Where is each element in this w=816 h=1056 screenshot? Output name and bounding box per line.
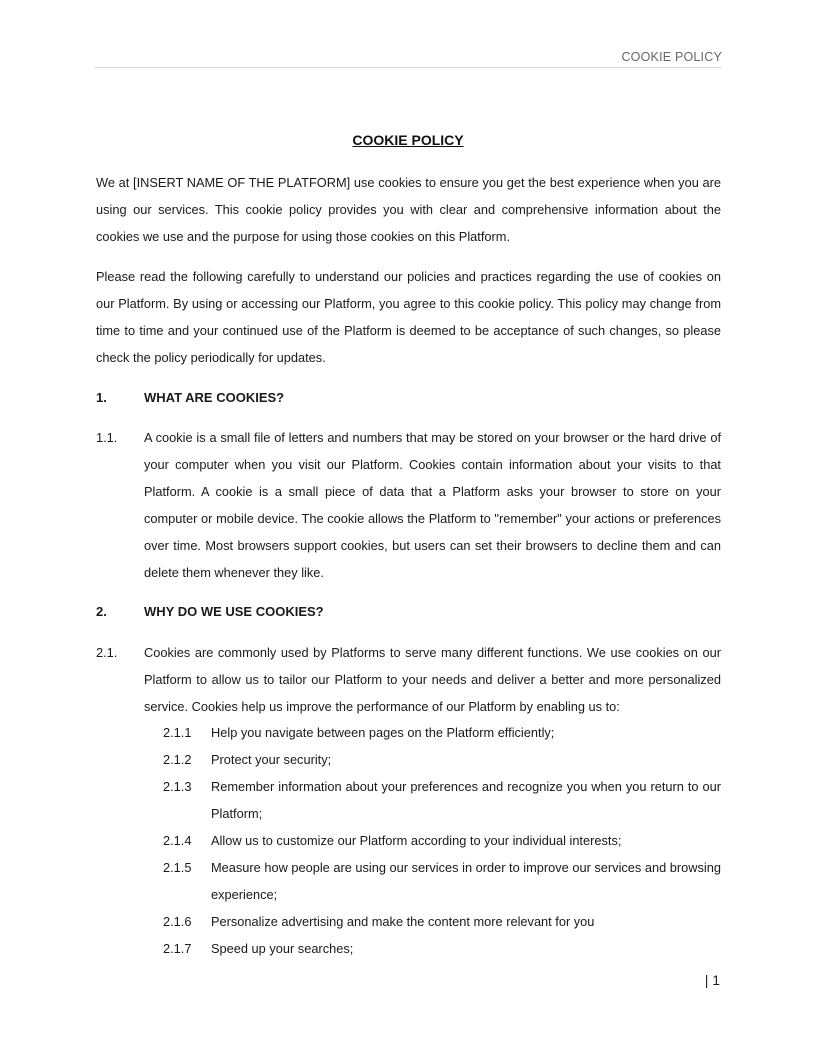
list-item: [163, 854, 721, 908]
list-item-text: Help you navigate between pages on the Platform efficiently;: [211, 725, 555, 740]
list-item: [163, 827, 721, 854]
section-number: 2.: [96, 604, 107, 619]
list-item-number: 2.1.4: [163, 833, 192, 848]
list-item-text: Speed up your searches;: [211, 941, 354, 956]
clause-number: 1.1.: [96, 430, 118, 445]
list-item-text: Measure how people are using our services in order to improve our services and browsing experience;: [211, 860, 721, 902]
list-item-number: 2.1.7: [163, 941, 192, 956]
clause-text: A cookie is a small file of letters and numbers that may be stored on your browser or the hard drive of your computer when you visit our Platform. Cookies contain information about your visits to that Platform. A cookie is a small piece of data that a Platform asks your browser to store on your computer or mobile device. The cookie allows the Platform to "remember" your actions or preferences over time. Most browsers support cookies, but users can set their browsers to decline them and can delete them whenever they like.: [144, 430, 721, 580]
list-item-text: Protect your security;: [211, 752, 332, 767]
list-item: [163, 746, 721, 773]
list-item: [163, 908, 721, 935]
page-number: | 1: [704, 972, 720, 988]
page-header: [94, 48, 722, 68]
clause-1-1: [96, 424, 721, 586]
list-item-text: Personalize advertising and make the content more relevant for you: [211, 914, 595, 929]
document-title: COOKIE POLICY: [352, 132, 464, 148]
clause-number: 2.1.: [96, 645, 118, 660]
list-item-number: 2.1.5: [163, 860, 192, 875]
list-item-number: 2.1.1: [163, 725, 192, 740]
cookie-purposes-list: [163, 719, 721, 962]
section-title: WHAT ARE COOKIES?: [144, 390, 285, 405]
section-number: 1.: [96, 390, 107, 405]
clause-2-1: [96, 639, 721, 720]
list-item-text: Allow us to customize our Platform according to your individual interests;: [211, 833, 622, 848]
list-item-number: 2.1.3: [163, 779, 192, 794]
section-title: WHY DO WE USE COOKIES?: [144, 604, 324, 619]
intro-paragraph-2: Please read the following carefully to understand our policies and practices regarding the use of cookies on our Platform. By using or accessing our Platform, you agree to this cookie policy. This policy may change from time to time and your continued use of the Platform is deemed to be acceptance of such changes, so please check the policy periodically for updates.: [96, 269, 721, 365]
header-title: COOKIE POLICY: [621, 50, 722, 64]
clause-text: Cookies are commonly used by Platforms to serve many different functions. We use cookies on our Platform to allow us to tailor our Platform to your needs and deliver a better and more personalized service. Cookies help us improve the performance of our Platform by enabling us to:: [144, 645, 721, 714]
list-item: [163, 719, 721, 746]
list-item: [163, 773, 721, 827]
list-item-number: 2.1.2: [163, 752, 192, 767]
list-item-text: Remember information about your preferences and recognize you when you return to our Platform;: [211, 779, 721, 821]
intro-paragraph-1: We at [INSERT NAME OF THE PLATFORM] use cookies to ensure you get the best experience when you are using our services. This cookie policy provides you with clear and comprehensive information about the cookies we use and the purpose for using those cookies on this Platform.: [96, 175, 721, 244]
list-item-number: 2.1.6: [163, 914, 192, 929]
list-item: [163, 935, 721, 962]
